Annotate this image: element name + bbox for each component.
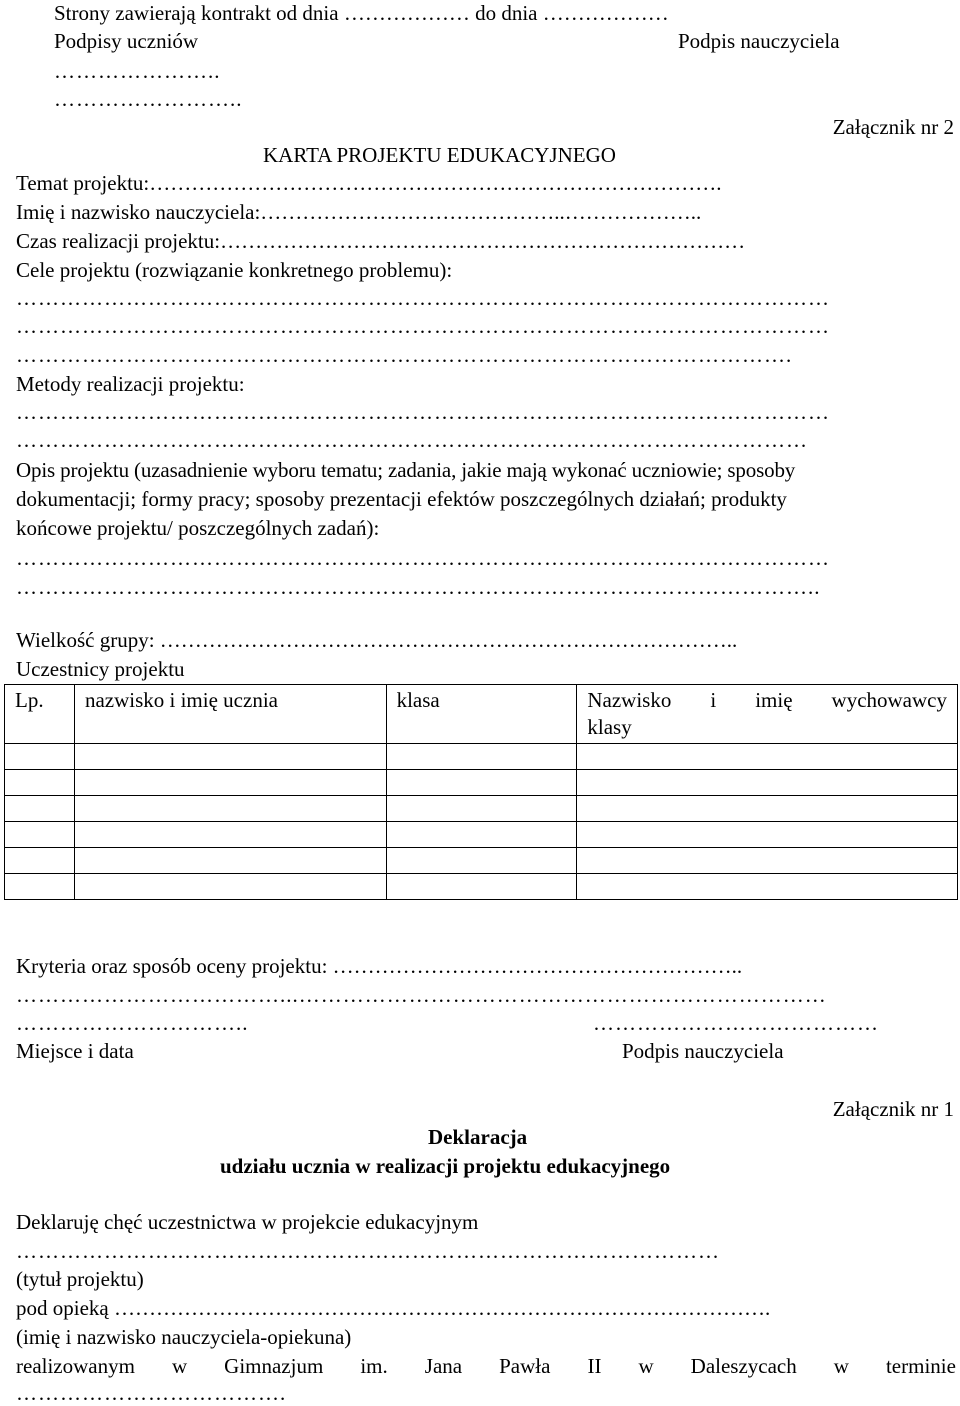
project-title-caption: (tytuł projektu)	[16, 1267, 144, 1291]
teacher-caption: (imię i nazwisko nauczyciela-opiekuna)	[16, 1325, 352, 1349]
word: II	[587, 1354, 602, 1378]
description-line-2: dokumentacji; formy pracy; sposoby prezentacji efektów poszczególnych działań; produkty	[16, 487, 787, 511]
place-date-label: Miejsce i data	[16, 1039, 134, 1063]
goals-dots-1: …………………………………………………………………………………………………	[16, 286, 830, 310]
word: w	[638, 1354, 654, 1378]
table-header-row	[5, 685, 958, 744]
table-row	[5, 770, 958, 796]
goals-dots-2: …………………………………………………………………………………………………	[16, 314, 830, 338]
table-row	[5, 848, 958, 874]
group-size-line: Wielkość grupy: ………………………………………………………………………..	[16, 628, 738, 652]
annex2-label: Załącznik nr 2	[832, 115, 954, 139]
declare-line: Deklaruję chęć uczestnictwa w projekcie edukacyjnym	[16, 1210, 479, 1234]
methods-dots-1: …………………………………………………………………………………………………	[16, 400, 830, 424]
table-row	[5, 822, 958, 848]
goals-dots-3: …………………………………………………………………………………………….	[16, 343, 793, 367]
description-line-3: końcowe projektu/ poszczególnych zadań):	[16, 516, 380, 540]
under-care-line: pod opieką ………………………………………………………………………………….	[16, 1296, 771, 1320]
declaration-subtitle: udziału ucznia w realizacji projektu edukacyjnego	[220, 1154, 671, 1178]
header-class: klasa	[386, 685, 577, 744]
header-lp: Lp.	[5, 685, 75, 744]
criteria-line: Kryteria oraz sposób oceny projektu: …………………………………………………..	[16, 954, 743, 978]
signature-dots-2: ……………………..	[54, 87, 243, 111]
participants-table	[4, 684, 958, 900]
description-line-1: Opis projektu (uzasadnienie wyboru tematu; zadania, jakie mają wykonać uczniowie; sposoby	[16, 458, 796, 482]
description-dots-2: ………………………………………………………………………………………………..	[16, 575, 821, 599]
term-dots: ……………………………….	[16, 1381, 287, 1405]
teacher-signature-label: Podpis nauczyciela	[678, 29, 840, 53]
signature-dots-1: …………………..	[54, 59, 221, 83]
word: Gimnazjum	[224, 1354, 324, 1378]
header-student-name: nazwisko i imię ucznia	[74, 685, 386, 744]
word: Daleszycach	[690, 1354, 797, 1378]
header-tutor	[577, 685, 958, 744]
annex1-label: Załącznik nr 1	[832, 1097, 954, 1121]
contract-dates-line: Strony zawierają kontrakt od dnia ……………… do dnia ………………	[54, 1, 669, 25]
project-card-title: KARTA PROJEKTU EDUKACYJNEGO	[263, 143, 616, 167]
table-row	[5, 744, 958, 770]
realization-line	[16, 1353, 956, 1379]
declaration-title: Deklaracja	[428, 1125, 528, 1149]
header-tutor-line-2: klasy	[587, 715, 632, 739]
table-row	[5, 874, 958, 900]
participants-label: Uczestnicy projektu	[16, 657, 185, 681]
word: im.	[360, 1354, 388, 1378]
word: Jana	[424, 1354, 463, 1378]
teacher-sign-dots: …………………………………	[593, 1011, 879, 1035]
teacher-sign-label: Podpis nauczyciela	[622, 1039, 784, 1063]
declare-dots: ……………………………………………………………………………………	[16, 1239, 720, 1263]
word: realizowanym	[16, 1354, 135, 1378]
word: w	[171, 1354, 188, 1378]
methods-dots-2: ………………………………………………………………………………………………	[16, 428, 808, 452]
word: terminie	[885, 1354, 956, 1378]
project-topic-line: Temat projektu:……………………………………………………………………….	[16, 171, 722, 195]
table-row	[5, 796, 958, 822]
word: Pawła	[499, 1354, 551, 1378]
methods-label: Metody realizacji projektu:	[16, 372, 245, 396]
place-date-dots: …………………………..	[16, 1011, 249, 1035]
header-tutor-line-1: Nazwisko i imię wychowawcy	[587, 688, 947, 712]
duration-line: Czas realizacji projektu:…………………………………………………………………	[16, 229, 746, 253]
criteria-dots: ………………………………...………………………………………………………………	[16, 983, 827, 1007]
word: w	[833, 1354, 849, 1378]
students-signature-label: Podpisy uczniów	[54, 29, 199, 53]
teacher-name-line: Imię i nazwisko nauczyciela:……………………………………..………………..	[16, 200, 702, 224]
goals-label: Cele projektu (rozwiązanie konkretnego problemu):	[16, 258, 453, 282]
description-dots-1: …………………………………………………………………………………………………	[16, 546, 830, 570]
